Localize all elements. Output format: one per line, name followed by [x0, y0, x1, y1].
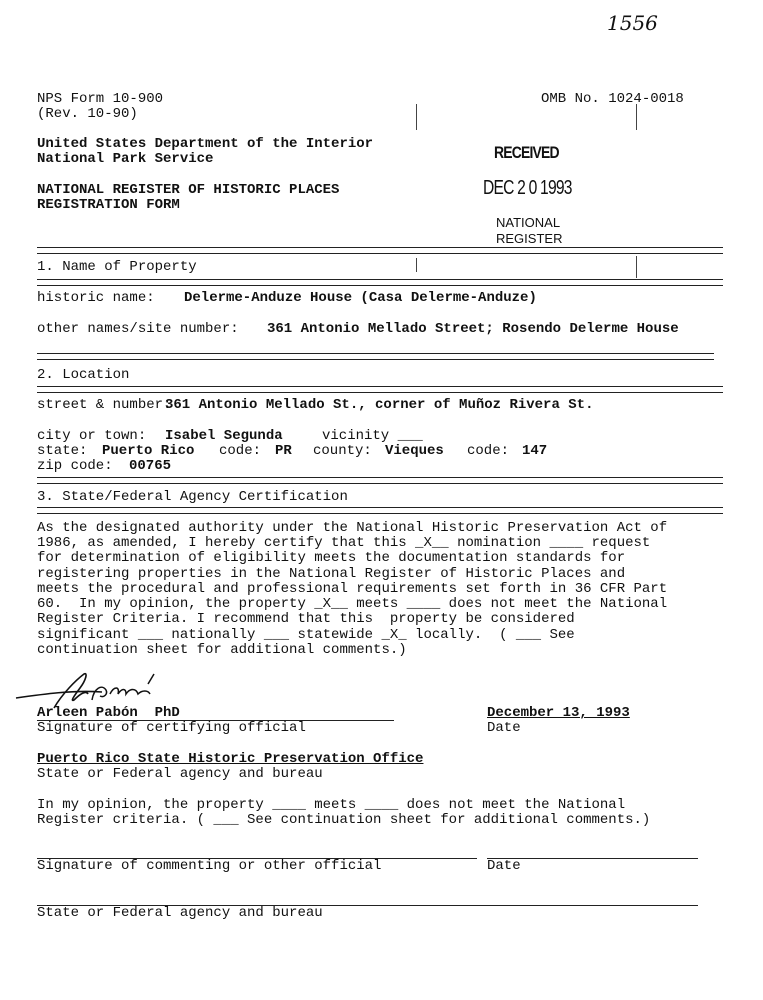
state-value: Puerto Rico — [102, 443, 195, 459]
scan-mark — [416, 258, 417, 272]
section-divider — [37, 507, 723, 514]
county-code-value: 147 — [522, 443, 548, 459]
register-title: NATIONAL REGISTER OF HISTORIC PLACES — [37, 182, 340, 198]
paragraph-line: 60. In my opinion, the property _X__ meets ____ does not meet the National — [37, 596, 668, 612]
section-heading-certification: 3. State/Federal Agency Certification — [37, 489, 348, 505]
date-label: Date — [487, 720, 521, 736]
section-divider — [37, 247, 723, 254]
section-heading-name-of-property: 1. Name of Property — [37, 259, 197, 275]
paragraph-line: significant ___ nationally ___ statewide _X_ locally. ( ___ See — [37, 627, 575, 643]
street-label: street & number: — [37, 397, 172, 413]
omb-number: OMB No. 1024-0018 — [541, 91, 684, 107]
opinion-line: Register criteria. ( ___ See continuation sheet for additional comments.) — [37, 812, 651, 828]
paragraph-line: 1986, as amended, I hereby certify that this _X__ nomination ____ request — [37, 535, 651, 551]
scan-mark — [416, 104, 417, 130]
section-divider — [37, 279, 723, 286]
certifying-office: Puerto Rico State Historic Preservation Office — [37, 751, 424, 767]
other-names-label: other names/site number: — [37, 321, 239, 337]
handwritten-page-number: 1556 — [607, 11, 658, 35]
department-name: United States Department of the Interior — [37, 136, 374, 152]
section-divider — [37, 386, 723, 393]
form-revision: (Rev. 10-90) — [37, 106, 138, 122]
paragraph-line: registering properties in the National Register of Historic Places and — [37, 566, 626, 582]
paragraph-line: continuation sheet for additional comments.) — [37, 642, 407, 658]
stamp-register: REGISTER — [496, 231, 563, 246]
agency-bureau-label-2: State or Federal agency and bureau — [37, 905, 323, 921]
stamp-national: NATIONAL — [496, 215, 561, 230]
form-id: NPS Form 10-900 — [37, 91, 164, 107]
paragraph-line: Register Criteria. I recommend that this property be considered — [37, 611, 575, 627]
county-value: Vieques — [385, 443, 444, 459]
section-divider — [37, 477, 723, 484]
section-heading-location: 2. Location — [37, 367, 130, 383]
official-name: Arleen Pabón PhD — [37, 705, 180, 721]
zip-label: zip code: — [37, 458, 113, 474]
state-code-label: code: — [219, 443, 262, 459]
state-label: state: — [37, 443, 88, 459]
historic-name-label: historic name: — [37, 290, 155, 306]
zip-value: 00765 — [129, 458, 172, 474]
stamp-received: RECEIVED — [494, 143, 559, 162]
vicinity-label: vicinity ___ — [322, 428, 423, 444]
signature-label: Signature of certifying official — [37, 720, 306, 736]
commenting-date-label: Date — [487, 858, 521, 874]
other-names-value: 361 Antonio Mellado Street; Rosendo Delerme House — [267, 321, 679, 337]
paragraph-line: meets the procedural and professional requirements set forth in 36 CFR Part — [37, 581, 668, 597]
opinion-line: In my opinion, the property ____ meets ____ does not meet the National — [37, 797, 626, 813]
city-label: city or town: — [37, 428, 147, 444]
form-title: REGISTRATION FORM — [37, 197, 180, 213]
agency-name: National Park Service — [37, 151, 214, 167]
county-code-label: code: — [467, 443, 510, 459]
section-divider — [37, 353, 714, 360]
city-value: Isabel Segunda — [165, 428, 283, 444]
commenting-official-label: Signature of commenting or other official — [37, 858, 382, 874]
street-value: 361 Antonio Mellado St., corner of Muñoz Rivera St. — [165, 397, 594, 413]
scan-mark — [636, 104, 637, 130]
certification-date: December 13, 1993 — [487, 705, 630, 721]
paragraph-line: As the designated authority under the National Historic Preservation Act of — [37, 520, 668, 536]
stamp-date: DEC 2 0 1993 — [483, 177, 572, 199]
scan-mark — [636, 256, 637, 278]
county-label: county: — [313, 443, 372, 459]
historic-name-value: Delerme-Anduze House (Casa Delerme-Anduze) — [184, 290, 537, 306]
state-code-value: PR — [275, 443, 292, 459]
agency-bureau-label: State or Federal agency and bureau — [37, 766, 323, 782]
paragraph-line: for determination of eligibility meets the documentation standards for — [37, 550, 626, 566]
